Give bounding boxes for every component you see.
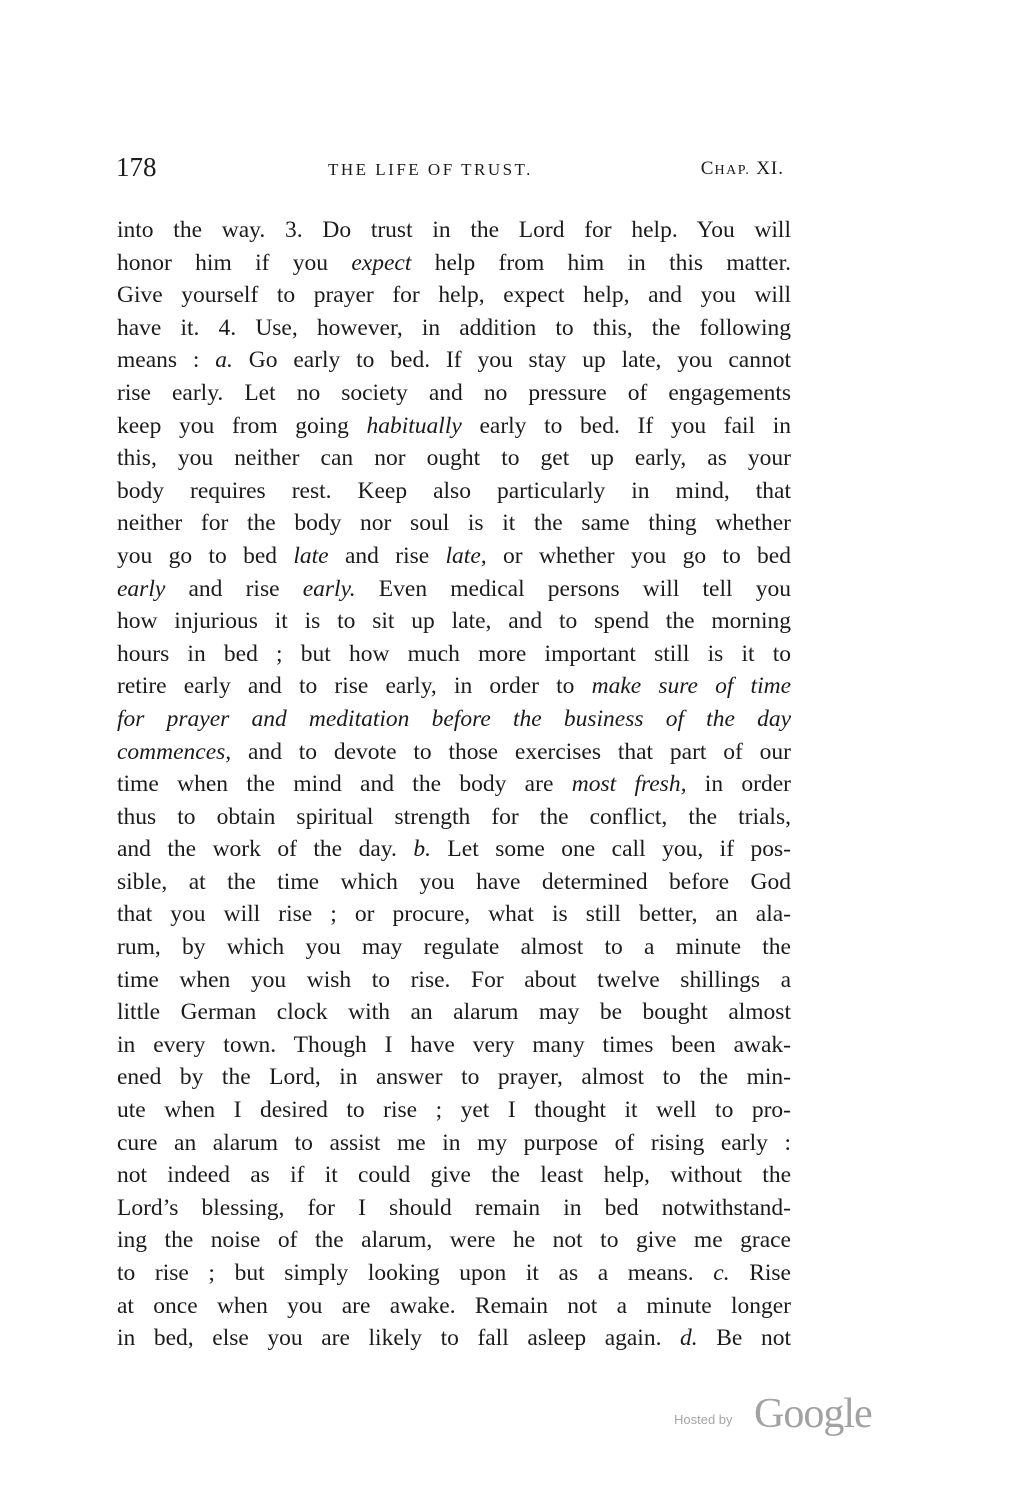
italic-run: early.: [302, 575, 356, 602]
text-run: Let some one call you, if pos-: [430, 836, 791, 863]
text-run: not indeed as if it could give the least help, without the: [117, 1162, 791, 1189]
text-run: Give yourself to prayer for help, expect help, and you will: [117, 282, 791, 309]
italic-run: d.: [680, 1325, 698, 1352]
text-run: at once when you are awake. Remain not a minute longer: [117, 1292, 791, 1319]
chapter-number: XI.: [756, 158, 784, 179]
text-run: that you will rise ; or procure, what is still better, an ala-: [117, 901, 791, 928]
text-run: neither for the body nor soul is it the same thing whether: [117, 510, 791, 537]
text-line: [117, 1290, 791, 1323]
text-run: to rise ; but simply looking upon it as a means.: [117, 1260, 714, 1286]
italic-run: b.: [413, 836, 431, 863]
text-line: [117, 1257, 791, 1290]
text-line: [117, 801, 791, 834]
page-header: [116, 152, 792, 192]
text-line: [117, 1224, 791, 1257]
chapter-label-initial: C: [700, 158, 715, 179]
text-run: sible, at the time which you have determined before God: [117, 868, 791, 895]
text-line: [117, 279, 791, 312]
page-number: 178: [116, 152, 157, 182]
text-line: [117, 931, 791, 964]
text-run: help from him in this matter.: [411, 249, 791, 276]
text-run: and to devote to those exercises that part of our: [231, 738, 791, 765]
google-watermark: [674, 1390, 884, 1438]
text-line: [117, 1061, 791, 1094]
italic-run: c.: [713, 1260, 730, 1286]
text-line: [117, 1159, 791, 1192]
body-text: [117, 214, 791, 1355]
text-line: [117, 1192, 791, 1225]
text-line: [117, 964, 791, 997]
text-run: how injurious it is to sit up late, and to spend the morning: [117, 608, 791, 635]
text-run: ute when I desired to rise ; yet I thought it well to pro-: [117, 1097, 791, 1124]
text-line: [117, 703, 791, 736]
italic-run: most fresh,: [571, 771, 687, 798]
text-line: [117, 475, 791, 508]
text-run: ened by the Lord, in answer to prayer, almost to the min-: [117, 1064, 791, 1091]
text-run: cure an alarum to assist me in my purpose of rising early :: [117, 1129, 791, 1156]
text-run: rum, by which you may regulate almost to a minute the: [117, 934, 791, 961]
text-run: Rise: [729, 1260, 791, 1286]
text-run: hours in bed ; but how much more important still is it to: [117, 640, 791, 667]
text-line: [117, 1322, 791, 1355]
text-run: time when you wish to rise. For about twelve shillings a: [117, 966, 791, 993]
hosted-by-label: Hosted by: [674, 1412, 733, 1427]
text-line: [117, 247, 791, 280]
text-line: [117, 573, 791, 606]
text-run: Go early to bed. If you stay up late, you cannot: [232, 347, 791, 374]
italic-run: expect: [351, 249, 412, 276]
text-line: [117, 442, 791, 475]
text-run: early to bed. If you fail in: [461, 412, 791, 439]
text-run: little German clock with an alarum may be bought almost: [117, 999, 791, 1026]
text-line: [117, 638, 791, 671]
text-line: [117, 670, 791, 703]
text-run: or whether you go to bed: [486, 542, 791, 569]
chapter-label: [701, 158, 784, 180]
text-line: [117, 214, 791, 247]
text-line: [117, 1127, 791, 1160]
text-run: and rise: [328, 542, 446, 569]
text-run: Even medical persons will tell you: [355, 575, 791, 602]
text-line: [117, 344, 791, 377]
text-line: [117, 410, 791, 443]
text-line: [117, 898, 791, 931]
text-run: you go to bed: [117, 542, 294, 569]
text-run: Lord’s blessing, for I should remain in bed notwithstand-: [117, 1194, 791, 1221]
text-line: [117, 605, 791, 638]
text-run: rise early. Let no society and no pressure of engagements: [117, 379, 791, 406]
italic-run: for prayer and meditation before the business of the day: [117, 705, 791, 732]
text-run: and rise: [165, 575, 303, 602]
text-run: retire early and to rise early, in order to: [117, 673, 592, 700]
italic-run: make sure of time: [591, 673, 791, 700]
text-line: [117, 866, 791, 899]
text-run: Be not: [697, 1325, 791, 1352]
text-run: have it. 4. Use, however, in addition to this, the following: [117, 314, 791, 341]
text-run: time when the mind and the body are: [117, 771, 572, 798]
text-run: and the work of the day.: [117, 836, 414, 863]
text-line: [117, 1029, 791, 1062]
text-run: in bed, else you are likely to fall asleep again.: [117, 1325, 681, 1352]
text-line: [117, 768, 791, 801]
chapter-label-abbr: HAP.: [714, 163, 751, 178]
text-run: into the way. 3. Do trust in the Lord for help. You will: [117, 217, 791, 243]
italic-run: late,: [445, 542, 487, 569]
text-run: in every town. Though I have very many times been awak-: [117, 1031, 791, 1058]
italic-run: habitually: [366, 412, 462, 439]
italic-run: late: [293, 542, 329, 569]
text-line: [117, 312, 791, 345]
italic-run: a.: [215, 347, 233, 374]
text-run: means :: [117, 347, 216, 374]
text-line: [117, 507, 791, 540]
text-line: [117, 540, 791, 573]
text-run: thus to obtain spiritual strength for the conflict, the trials,: [117, 803, 791, 830]
text-line: [117, 736, 791, 769]
text-line: [117, 996, 791, 1029]
text-run: ing the noise of the alarum, were he not to give me grace: [117, 1227, 791, 1254]
running-title: THE LIFE OF TRUST.: [328, 160, 533, 179]
google-logo: Google: [754, 1391, 872, 1437]
text-run: body requires rest. Keep also particularly in mind, that: [117, 477, 791, 504]
text-run: this, you neither can nor ought to get up early, as your: [117, 445, 791, 472]
italic-run: commences,: [117, 738, 232, 765]
text-line: [117, 833, 791, 866]
text-run: in order: [686, 771, 791, 798]
text-run: honor him if you: [117, 249, 352, 276]
italic-run: early: [117, 575, 166, 602]
text-line: [117, 377, 791, 410]
text-line: [117, 1094, 791, 1127]
text-run: keep you from going: [117, 412, 367, 439]
